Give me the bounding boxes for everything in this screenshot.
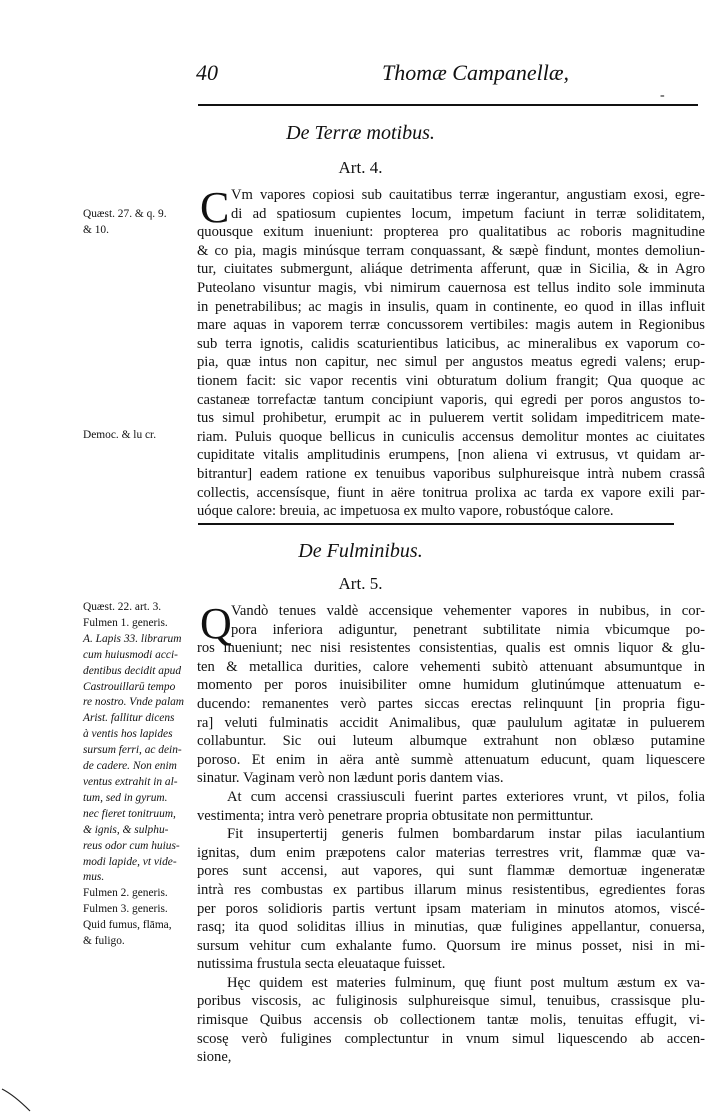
article-number-5: Art. 5.: [338, 574, 383, 593]
text-line: ros inueniunt; nec nisi resistentes consistentias, qualis est omnis liquor & glu-: [197, 640, 705, 657]
margin-note-line: & ignis, & sulphu-: [83, 823, 169, 836]
text-line: ra] veluti fulminatis accidit Animalibus, quæ paululum agitatæ in puluerem: [197, 714, 705, 731]
text-line: ten & metallica durities, calore vehementi subitò attenuant absumuntque in: [197, 658, 705, 675]
text-line: & co pia, magis minúsque terram conquassant, & sæpè findunt, montes demoliun-: [197, 242, 705, 259]
text-line: uóque calore: breuia, ac impetuosa ex multo vapore, robustóque calore.: [197, 503, 614, 520]
margin-note-line: modi lapide, vt vide-: [83, 855, 177, 868]
margin-note-line: dentibus decidit apud: [83, 664, 182, 677]
margin-note-line: reus odor cum huius-: [83, 839, 180, 852]
text-line: Vandò tenues valdè accensique vehementer vapores in nubibus, in cor-: [231, 603, 705, 619]
text-line: sub terra ignotis, calidis scaturientibus laticibus, ac mineralibus ex vaporum co-: [197, 335, 705, 352]
text-line: pora inferiora adiguntur, penetrant subtilitate nimia vbicumque po-: [231, 621, 705, 638]
margin-note-line: Quæst. 27. & q. 9.: [83, 208, 167, 220]
text-line: collectis, accensísque, fiunt in aëre tonitrua prolixa ac tarda ex vapore exili par-: [197, 484, 705, 501]
text-line: scosę verò fuligines complectuntur in vnum simul liquescendo ab accen-: [197, 1030, 705, 1047]
text-line: pores sunt accensi, aut vapores, qui sunt flammæ demortuæ ingeneratæ: [197, 863, 705, 880]
text-line: tionem facit: sic vapor recentis vini obturatum dolium frangit; Qua quoque ac: [197, 372, 705, 389]
margin-note-line: tum, sed in gyrum.: [83, 791, 168, 804]
margin-note-line: ventus extrahit in al-: [83, 775, 178, 788]
text-line: castaneæ torrefactæ tantum concipiunt vaporis, qui egredi per poros angustos to-: [197, 391, 705, 408]
running-title: Thomæ Campanellæ,: [382, 60, 570, 85]
text-line: in penetrabilibus; ac magis in insulis, quam in continente, eo quod in illas influit: [197, 298, 705, 315]
text-line: ignitas, dum enim præpotens calor materias terrestres vrit, flammæ quæ va-: [197, 844, 705, 861]
text-line: vestimenta; intra verò penetrare propria obtusitate non permittuntur.: [197, 807, 594, 824]
text-line: Hęc quidem est materies fulminum, quę fiunt post multum æstum ex va-: [227, 974, 705, 991]
margin-note-line: de cadere. Non enim: [83, 760, 177, 773]
text-line: Vm vapores copiosi sub cauitatibus terræ ingerantur, angustiam exosi, egre-: [231, 187, 705, 203]
text-line: Fit insupertertij generis fulmen bombardarum instar pilas iaculantium: [227, 826, 705, 843]
text-line: riam. Puluis quoque bellicus in cuniculis accensus demolitur montes ac ciuitates: [197, 428, 705, 445]
section1-body-text: [197, 183, 705, 521]
margin-note-democ: [83, 428, 195, 444]
margin-note-line: & fuligo.: [83, 935, 125, 948]
margin-note-quaest-27: [83, 207, 195, 239]
header-rule: [198, 104, 698, 106]
margin-note-line: Quid fumus, flāma,: [83, 919, 172, 932]
text-line: per poros solidioris partis vertunt ipsam materiam in minutos atomos, viscé-: [197, 900, 705, 917]
margin-note-line: Castrouillarū tempo: [83, 680, 176, 693]
text-line: intrà res combustas ex partibus illarum minus resistentibus, egredientes foras: [197, 881, 705, 898]
margin-note-line: Fulmen 2. generis.: [83, 887, 168, 900]
text-line: ducendo: remanentes verò partes siccas erectas relinquunt [in propria figu-: [197, 695, 705, 712]
margin-note-line: Fulmen 1. generis.: [83, 616, 168, 629]
margin-note-line: A. Lapis 33. librarum: [83, 632, 182, 645]
text-line: rimisque Quibus accensis ob collectionem tantæ molis, tenuitas effugit, vi-: [197, 1012, 705, 1029]
text-line: bitrantur] eadem ratione ex tenuibus vaporibus sulphureisque intrà nubem crassâ: [197, 465, 705, 482]
text-line: tus simul prohibetur, erumpit ac in puluerem vertit solidam impeditricem mate-: [197, 410, 705, 427]
text-line: quousque exitum inueniunt: propterea pro qualitatibus ac roboris magnitudine: [197, 224, 705, 241]
text-line: At cum accensi crassiusculi fuerint partes exteriores vrunt, vt pilos, folia: [227, 788, 705, 805]
section-title-fulminibus: De Fulminibus.: [298, 540, 423, 562]
drop-cap-q: Q: [200, 599, 232, 648]
section-title-terrae-motibus: De Terræ motibus.: [286, 122, 435, 144]
text-line: mare aquas in vaporem terræ concussorem vertibiles: magis autem in Regionibus: [197, 317, 705, 334]
text-line: tur, ciuitates submergunt, aliáque detrimenta afferunt, quæ in Sicilia, & in Agro: [197, 261, 705, 278]
text-line: momento per poros inuisibiliter omne humidum glutinúmque attenuatum e-: [197, 677, 705, 694]
text-line: collabuntur. Sic oui luteum albumque extrahunt non oblæso putamine: [197, 733, 705, 750]
text-line: sinatur. Vaginam verò non lædunt poris dantem vias.: [197, 770, 504, 787]
drop-cap-c: C: [200, 183, 230, 232]
text-line: sione,: [197, 1049, 232, 1066]
text-line: cupiditate vitalis amplitudinis erumpens, [non aliena vi extrusus, vt quidam ar-: [197, 447, 705, 464]
corner-scratch-mark: [0, 1083, 40, 1113]
text-line: poribus viscosis, ac fuliginosis sulphureisque simul, tenuibus, crassisque plu-: [197, 993, 705, 1010]
margin-note-line: nec fieret tonitruum,: [83, 807, 176, 820]
text-line: poroso. Et enim in aëra antè summè attenuatum educunt, quam liquescere: [197, 751, 705, 768]
text-line: nutissima frustula secta eleuataque fuisset.: [197, 956, 446, 973]
margin-note-line: mus.: [83, 871, 105, 884]
margin-note-line: Fulmen 3. generis.: [83, 903, 168, 916]
margin-note-line: cum huiusmodi acci-: [83, 648, 178, 661]
text-line: Puteolano visuntur magis, vbi nimirum cauernosa est tellus indito sole imminuta: [197, 279, 705, 296]
page-number: 40: [196, 60, 218, 85]
article-number-4: Art. 4.: [338, 158, 383, 177]
section2-body-text: [197, 599, 705, 1067]
margin-note-line: sursum ferri, ac dein-: [83, 744, 182, 757]
margin-note-line: Arist. fallitur dicens: [83, 712, 175, 725]
margin-note-line: Quæst. 22. art. 3.: [83, 601, 162, 613]
section-divider-rule: [198, 523, 674, 525]
margin-note-line: & 10.: [83, 223, 109, 236]
text-line: pia, quæ intus non capitur, nec simul per angustos meatus egredi valens; erup-: [197, 354, 705, 371]
text-line: sursum vehitur cum exhalante fumo. Quorsum ire minus posset, nisi in mi-: [197, 937, 705, 954]
margin-note-line: à ventis hos lapides: [83, 728, 173, 741]
margin-note-line: re nostro. Vnde palam: [83, 696, 185, 709]
margin-notes-fulminibus: [83, 600, 195, 950]
text-line: rasq; ita quod soliditas illius in minutias, quæ fuligines appellantur, conuersa,: [197, 919, 705, 936]
header-mark: -: [660, 88, 665, 103]
margin-note-line: Democ. & lu cr.: [83, 429, 157, 441]
text-line: di ad spatiosum cupientes locum, impetum faciunt in terræ soliditatem,: [231, 205, 705, 222]
